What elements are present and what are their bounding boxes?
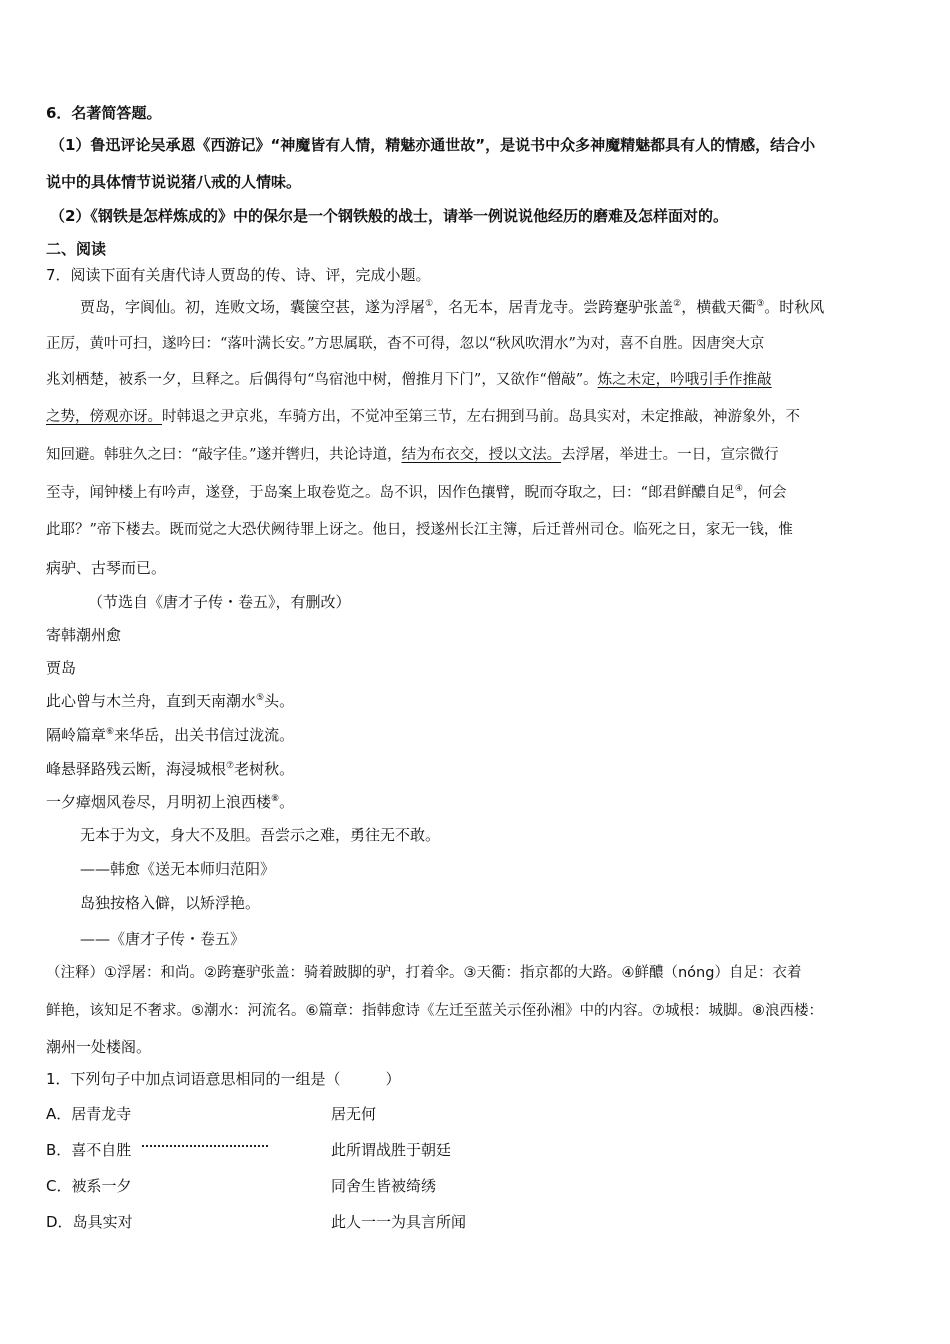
- q6-title: 6．名著简答题。: [46, 104, 162, 122]
- poem-line-2: [46, 724, 294, 746]
- option-b[interactable]: [46, 1139, 906, 1161]
- passage-line-2: 正厉，黄叶可扫，遂吟曰：“落叶满长安。”方思属联，杳不可得，忽以“秋风吹渭水”为对，喜不自胜。因唐突大京: [46, 336, 765, 352]
- note-marker-4: ④: [734, 484, 743, 495]
- sub-question-1-stem: 1．下列句子中加点词语意思相同的一组是（ ）: [46, 1070, 401, 1088]
- comment-2-source: ——《唐才子传・卷五》: [80, 930, 246, 948]
- q6-part1-line2: 说中的具体情节说说猪八戒的人情味。: [46, 173, 302, 191]
- q6-part2: （2）《钢铁是怎样炼成的》中的保尔是一个钢铁般的战士，请举一例说说他经历的磨难及怎样面对的。: [50, 207, 728, 225]
- option-label: A．: [46, 1105, 72, 1123]
- note-marker-2: ②: [673, 299, 682, 309]
- passage-line-1: [80, 296, 824, 318]
- option-d[interactable]: [46, 1211, 906, 1233]
- poem-text: 来华岳，出关书信过泷流。: [114, 726, 295, 744]
- poem-text: 峰悬驿路残云断，海浸城根: [46, 760, 227, 778]
- option-label: C．: [46, 1177, 72, 1195]
- note-marker-6: ⑥: [106, 727, 115, 737]
- passage-text: 知回避。韩驻久之曰：“敲字佳。”遂并辔归，共论诗道，: [46, 447, 402, 463]
- option-left-text: 居青龙寺: [71, 1105, 132, 1123]
- option-label: B．: [46, 1141, 72, 1159]
- passage-line-3: [46, 369, 772, 391]
- notes-line-1: （注释）①浮屠：和尚。②跨蹇驴张盖：骑着跛脚的驴，打着伞。③天衢：指京都的大路。④鲜醲（nóng）自足：衣着: [46, 965, 802, 981]
- poem-line-3: [46, 758, 294, 780]
- passage-line-8: 病驴、古琴而已。: [46, 559, 167, 577]
- underlined-sentence-2: 结为布衣交，授以文法。: [401, 447, 562, 463]
- passage-source: （节选自《唐才子传・卷五》，有删改）: [88, 593, 351, 611]
- emphasis-dots: [142, 1145, 268, 1147]
- poem-text: 老树秋。: [234, 760, 295, 778]
- note-marker-1: ①: [425, 299, 434, 309]
- poem-author: 贾岛: [46, 659, 77, 677]
- passage-text: ，何会: [743, 485, 787, 501]
- passage-line-6: [46, 482, 787, 504]
- note-marker-3: ③: [756, 299, 765, 309]
- q6-part1-line1-text: （1）鲁迅评论吴承恩《西游记》“神魔皆有人情，精魅亦通世故”，是说书中众多神魔精魅都具有人的情感，结合小: [50, 136, 816, 154]
- poem-line-1: [46, 690, 294, 712]
- option-c[interactable]: [46, 1175, 906, 1197]
- passage-text: 兆刘栖楚，被系一夕，旦释之。后偶得句“鸟宿池中树，僧推月下门”，又欲作“僧敲”。: [46, 372, 598, 388]
- poem-text: 头。: [264, 692, 295, 710]
- notes-line-2: 鲜艳，该知足不奢求。⑤潮水：河流名。⑥篇章：指韩愈诗《左迁至蓝关示侄孙湘》中的内容。⑦城根：城脚。⑧浪西楼：: [46, 1003, 823, 1019]
- poem-title: 寄韩潮州愈: [46, 626, 122, 644]
- note-marker-8: ⑧: [271, 794, 280, 804]
- passage-text: 。时秋风: [764, 298, 825, 316]
- passage-text: 至寺，闻钟楼上有吟声，遂登，于岛案上取卷览之。岛不识，因作色攘臂，睨而夺取之，曰：“郎君鲜醲自足: [46, 485, 735, 501]
- notes-line-3: 潮州一处楼阁。: [46, 1038, 152, 1056]
- comment-2: 岛独按格入僻，以矫浮艳。: [80, 894, 261, 912]
- passage-text: 去浮屠，举进士。一日，宣宗微行: [561, 447, 779, 463]
- option-right-text: 同舍生皆被绮绣: [331, 1177, 437, 1195]
- poem-text: 此心曾与木兰舟，直到天南潮水: [46, 692, 257, 710]
- passage-line-7: 此耶？”帝下楼去。既而觉之大恐伏阙待罪上讶之。他日，授遂州长江主簿，后迁普州司仓。临死之日，家无一钱，惟: [46, 522, 793, 538]
- option-right-text: 此人一一为具言所闻: [331, 1213, 467, 1231]
- q6-part1-line1: [50, 134, 906, 156]
- option-a[interactable]: [46, 1103, 906, 1125]
- comment-1-source: ——韩愈《送无本师归范阳》: [80, 860, 276, 878]
- option-left-text: 岛具实对: [72, 1213, 133, 1231]
- passage-line-4: [46, 406, 800, 428]
- underlined-sentence-1-cont: 之势，傍观亦讶。: [46, 409, 162, 425]
- section-heading-reading: 二、阅读: [46, 240, 107, 258]
- option-label: D．: [46, 1213, 73, 1231]
- option-right-text: 居无何: [331, 1105, 377, 1123]
- underlined-sentence-1: 炼之未定，吟哦引手作推敲: [597, 372, 772, 388]
- poem-text: 。: [279, 793, 295, 811]
- poem-line-4: [46, 791, 294, 813]
- option-right-text: 此所谓战胜于朝廷: [331, 1141, 452, 1159]
- passage-line-5: [46, 444, 779, 466]
- note-marker-5: ⑤: [256, 693, 265, 703]
- passage-text: 时韩退之尹京兆，车骑方出，不觉冲至第三节，左右拥到马前。岛具实对，未定推敲，神游象外，不: [162, 409, 800, 425]
- poem-text: 隔岭篇章: [46, 726, 107, 744]
- passage-text: 贾岛，字阆仙。初，连败文场，囊箧空甚，遂为浮屠: [80, 298, 426, 316]
- option-left-text: 喜不自胜: [71, 1141, 132, 1159]
- passage-text: ，名无本，居青龙寺。尝跨蹇驴张盖: [433, 298, 674, 316]
- comment-1: 无本于为文，身大不及胆。吾尝示之难，勇往无不敢。: [80, 826, 441, 844]
- passage-text: ，横截天衢: [681, 298, 757, 316]
- q7-intro: 7．阅读下面有关唐代诗人贾岛的传、诗、评，完成小题。: [46, 266, 431, 284]
- poem-text: 一夕瘴烟风卷尽，月明初上浪西楼: [46, 793, 272, 811]
- note-marker-7: ⑦: [226, 761, 235, 771]
- option-left-text: 被系一夕: [71, 1177, 132, 1195]
